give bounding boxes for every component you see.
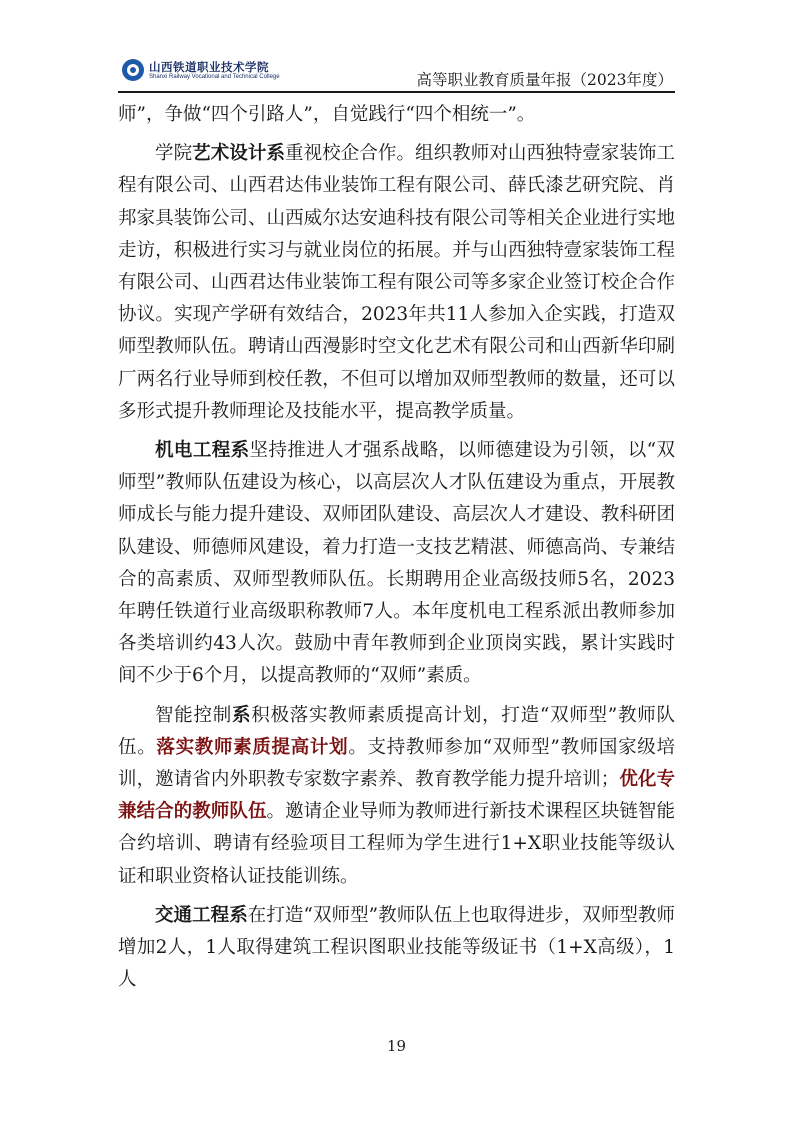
paragraph-transportation: 交通工程系在打造“双师型”教师队伍上也取得进步，双师型教师增加2人，1人取得建筑工程识图职业技能等级证书（1+X高级），1人 (118, 904, 675, 991)
logo-chinese-name: 山西铁道职业技术学院 (149, 60, 269, 74)
header-divider (118, 91, 675, 93)
paragraph-intelligent-control: 智能控制系积极落实教师素质提高计划，打造“双师型”教师队伍。落实教师素质提高计划。支持教师参加“双师型”教师国家级培训，邀请省内外职教专家数字素养、教育教学能力提升培训；优化专兼结合的教师队伍。邀请企业导师为教师进行新技术课程区块链智能合约培训、聘请有经验项目工程师为学生进行1+X职业技能等级认证和职业资格认证技能训练。 (118, 704, 675, 887)
page-header (118, 56, 673, 92)
report-title: 高等职业教育质量年报（2023年度） (416, 71, 673, 89)
body-text (118, 99, 675, 996)
college-logo (118, 56, 288, 86)
paragraph-continuation: 师”，争做“四个引路人”，自觉践行“四个相统一”。 (118, 104, 536, 125)
dept-name: 交通工程系 (155, 904, 248, 926)
highlight-phrase: 落实教师素质提高计划 (156, 736, 349, 758)
dept-name: 系 (231, 704, 252, 726)
logo-english-name: Shanxi Railway Vocational and Technical College (149, 74, 280, 80)
page-number: 19 (386, 1037, 407, 1055)
dept-name: 机电工程系 (155, 440, 250, 462)
highlight-phrase: 优化专兼结合的教师队伍 (118, 769, 675, 823)
paragraph-mechatronics: 机电工程系坚持推进人才强系战略，以师德建设为引领，以“双师型”教师队伍建设为核心，以高层次人才队伍建设为重点，开展教师成长与能力提升建设、双师团队建设、高层次人才建设、教科研团队建设、师德师风建设，着力打造一支技艺精湛、师德高尚、专兼结合的高素质、双师型教师队伍。长期聘用企业高级技师5名，2023年聘任铁道行业高级职称教师7人。本年度机电工程系派出教师参加各类培训约43人次。鼓励中青年教师到企业顶岗实践，累计实践时间不少于6个月，以提高教师的“双师”素质。 (118, 440, 675, 687)
dept-name: 艺术设计系 (192, 143, 286, 165)
college-emblem-icon (122, 59, 144, 81)
paragraph-art-design: 学院艺术设计系重视校企合作。组织教师对山西独特壹家装饰工程有限公司、山西君达伟业装饰工程有限公司、薛氏漆艺研究院、肖邦家具装饰公司、山西威尔达安迪科技有限公司等相关企业进行实地走访，积极进行实习与就业岗位的拓展。并与山西独特壹家装饰工程有限公司、山西君达伟业装饰工程有限公司等多家企业签订校企合作协议。实现产学研有效结合，2023年共11人参加入企实践，打造双师型教师队伍。聘请山西漫影时空文化艺术有限公司和山西新华印刷厂两名行业导师到校任教，不但可以增加双师型教师的数量，还可以多形式提升教师理论及技能水平，提高教学质量。 (118, 143, 675, 422)
